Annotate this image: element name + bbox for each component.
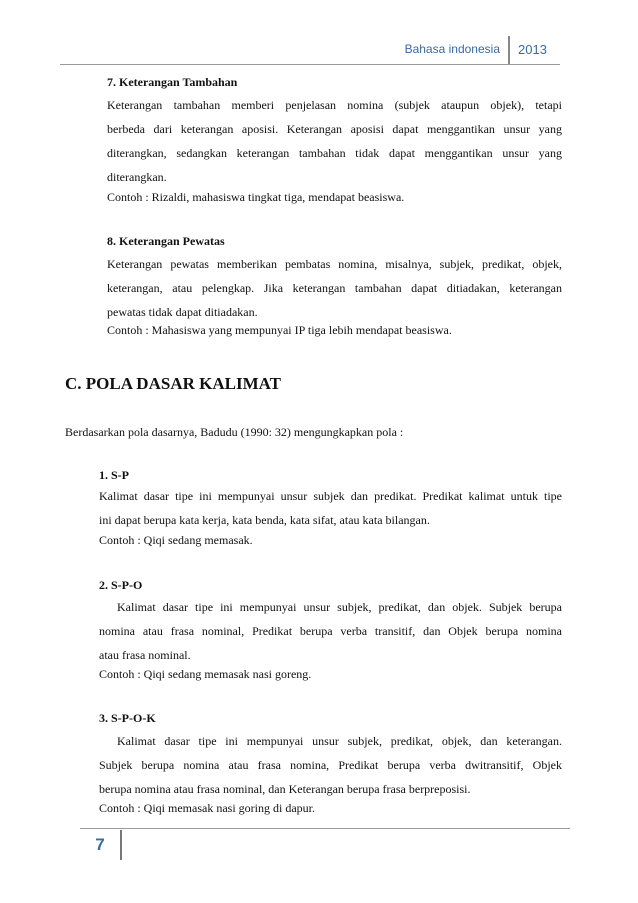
page-number: 7 — [80, 830, 122, 860]
item-spo-example: Contoh : Qiqi sedang memasak nasi goreng. — [99, 667, 312, 681]
section-7-heading: 7. Keterangan Tambahan — [107, 75, 238, 89]
section-8-example: Contoh : Mahasiswa yang mempunyai IP tiga lebih mendapat beasiswa. — [107, 323, 452, 337]
section-c-title: C. POLA DASAR KALIMAT — [65, 374, 281, 393]
header-year: 2013 — [508, 36, 560, 64]
section-7-example: Contoh : Rizaldi, mahasiswa tingkat tiga, mendapat beasiswa. — [107, 190, 405, 204]
section-8-heading: 8. Keterangan Pewatas — [107, 234, 225, 248]
paragraph-line: ini dapat berupa kata kerja, kata benda, kata sifat, atau kata bilangan. — [99, 513, 430, 527]
paragraph-line: pewatas tidak dapat ditiadakan. — [107, 305, 258, 319]
header-title: Bahasa indonesia — [404, 42, 500, 56]
item-sp-body — [99, 484, 562, 532]
paragraph-line: Subjek berupa nomina atau frasa nomina, Predikat berupa verba dwitransitif, Objek — [99, 758, 562, 772]
paragraph-line: berupa nomina atau frasa nominal, dan Keterangan berupa frasa berpreposisi. — [99, 782, 471, 796]
item-spo-body — [99, 595, 562, 667]
paragraph-line: diterangkan, sedangkan keterangan tambahan tidak dapat menggantikan unsur yang — [107, 146, 562, 160]
paragraph-line: Kalimat dasar tipe ini mempunyai unsur subjek dan predikat. Predikat kalimat untuk tipe — [99, 489, 562, 503]
paragraph-line: Keterangan tambahan memberi penjelasan nomina (subjek ataupun objek), tetapi — [107, 98, 562, 112]
paragraph-line: berbeda dari keterangan aposisi. Keterangan aposisi dapat menggantikan unsur yang — [107, 122, 562, 136]
paragraph-line: nomina atau frasa nominal, Predikat berupa verba transitif, dan Objek berupa nomina — [99, 624, 562, 638]
item-spok-body — [99, 729, 562, 801]
item-sp-heading: 1. S-P — [99, 468, 129, 482]
section-7-body — [107, 93, 562, 189]
paragraph-line: Kalimat dasar tipe ini mempunyai unsur subjek, predikat, dan objek. Subjek berupa — [117, 600, 562, 614]
item-sp-example: Contoh : Qiqi sedang memasak. — [99, 533, 253, 547]
paragraph-line: diterangkan. — [107, 170, 167, 184]
paragraph-line: atau frasa nominal. — [99, 648, 191, 662]
item-spo-heading: 2. S-P-O — [99, 578, 143, 592]
page-header — [60, 36, 560, 65]
footer-divider — [80, 828, 570, 829]
section-8-body — [107, 252, 562, 324]
item-spok-example: Contoh : Qiqi memasak nasi goring di dapur. — [99, 801, 315, 815]
paragraph-line: Kalimat dasar tipe ini mempunyai unsur subjek, predikat, objek, dan keterangan. — [117, 734, 562, 748]
paragraph-line: keterangan, atau pelengkap. Jika keterangan tambahan dapat ditiadakan, keterangan — [107, 281, 562, 295]
item-spok-heading: 3. S-P-O-K — [99, 711, 156, 725]
section-c-intro: Berdasarkan pola dasarnya, Badudu (1990: 32) mengungkapkan pola : — [65, 425, 404, 439]
paragraph-line: Keterangan pewatas memberikan pembatas nomina, misalnya, subjek, predikat, objek, — [107, 257, 562, 271]
